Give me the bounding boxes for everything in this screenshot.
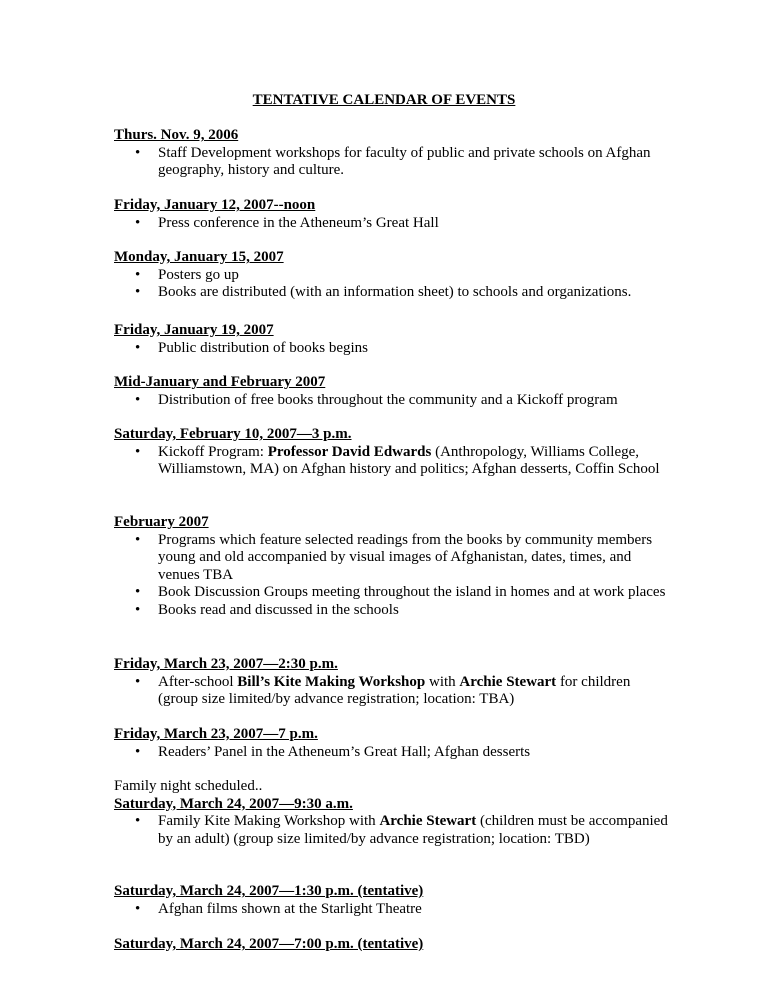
event-mar-23-afternoon	[114, 656, 674, 709]
event-item: • Books are distributed (with an information sheet) to schools and organizations.	[114, 284, 674, 302]
event-item: • Press conference in the Atheneum’s Great Hall	[114, 215, 674, 233]
event-mar-24-afternoon	[114, 883, 674, 918]
event-items	[114, 267, 674, 302]
event-date: Friday, March 23, 2007—2:30 p.m.	[114, 656, 338, 672]
event-item: • Kickoff Program: Professor David Edwards (Anthropology, Williams College, Williamstown, MA) on Afghan history and politics; Afghan desserts, Coffin School	[114, 444, 674, 479]
event-date: Friday, March 23, 2007—7 p.m.	[114, 726, 318, 742]
event-items	[114, 674, 674, 709]
event-date: February 2007	[114, 514, 209, 530]
event-jan-12	[114, 197, 674, 232]
event-item: • After-school Bill’s Kite Making Workshop with Archie Stewart for children (group size limited/by advance registration; location: TBA)	[114, 674, 674, 709]
event-mar-23-evening	[114, 726, 674, 761]
event-items	[114, 215, 674, 233]
event-mar-24-evening	[114, 936, 674, 954]
event-item: • Afghan films shown at the Starlight Theatre	[114, 901, 674, 919]
event-item: • Staff Development workshops for faculty of public and private schools on Afghan geography, history and culture.	[114, 145, 674, 180]
event-items	[114, 744, 674, 762]
event-item: • Posters go up	[114, 267, 674, 285]
event-date: Friday, January 12, 2007--noon	[114, 197, 316, 213]
event-date: Saturday, March 24, 2007—1:30 p.m. (tentative)	[114, 883, 424, 899]
event-date: Monday, January 15, 2007	[114, 249, 284, 265]
event-date: Saturday, March 24, 2007—9:30 a.m.	[114, 795, 353, 812]
event-date: Saturday, March 24, 2007—7:00 p.m. (tentative)	[114, 936, 424, 952]
family-night-note: Family night scheduled..	[114, 778, 263, 794]
event-item: • Books read and discussed in the schools	[114, 602, 674, 620]
event-mar-24-morning	[114, 778, 674, 848]
event-items	[114, 392, 674, 410]
event-item: • Family Kite Making Workshop with Archie Stewart (children must be accompanied by an adult) (group size limited/by advance registration; location: TBD)	[114, 813, 674, 848]
event-items	[114, 444, 674, 479]
event-date: Saturday, February 10, 2007—3 p.m.	[114, 426, 352, 442]
event-items	[114, 340, 674, 358]
event-nov-9	[114, 127, 674, 180]
event-date: Friday, January 19, 2007	[114, 322, 274, 338]
event-item: • Book Discussion Groups meeting throughout the island in homes and at work places	[114, 584, 674, 602]
event-item: • Public distribution of books begins	[114, 340, 674, 358]
event-mid-january	[114, 374, 674, 409]
event-jan-19	[114, 322, 674, 357]
event-feb-10	[114, 426, 674, 479]
event-items	[114, 813, 674, 848]
document-title: TENTATIVE CALENDAR OF EVENTS	[252, 92, 516, 108]
event-date: Thurs. Nov. 9, 2006	[114, 127, 239, 143]
event-jan-15	[114, 249, 674, 302]
event-february	[114, 514, 674, 619]
event-item: • Distribution of free books throughout the community and a Kickoff program	[114, 392, 674, 410]
event-items	[114, 532, 674, 620]
event-item: • Programs which feature selected readings from the books by community members young and old accompanied by visual images of Afghanistan, dates, times, and venues TBA	[114, 532, 674, 585]
event-items	[114, 145, 674, 180]
event-item: • Readers’ Panel in the Atheneum’s Great Hall; Afghan desserts	[114, 744, 674, 762]
event-items	[114, 901, 674, 919]
event-date: Mid-January and February 2007	[114, 374, 326, 390]
